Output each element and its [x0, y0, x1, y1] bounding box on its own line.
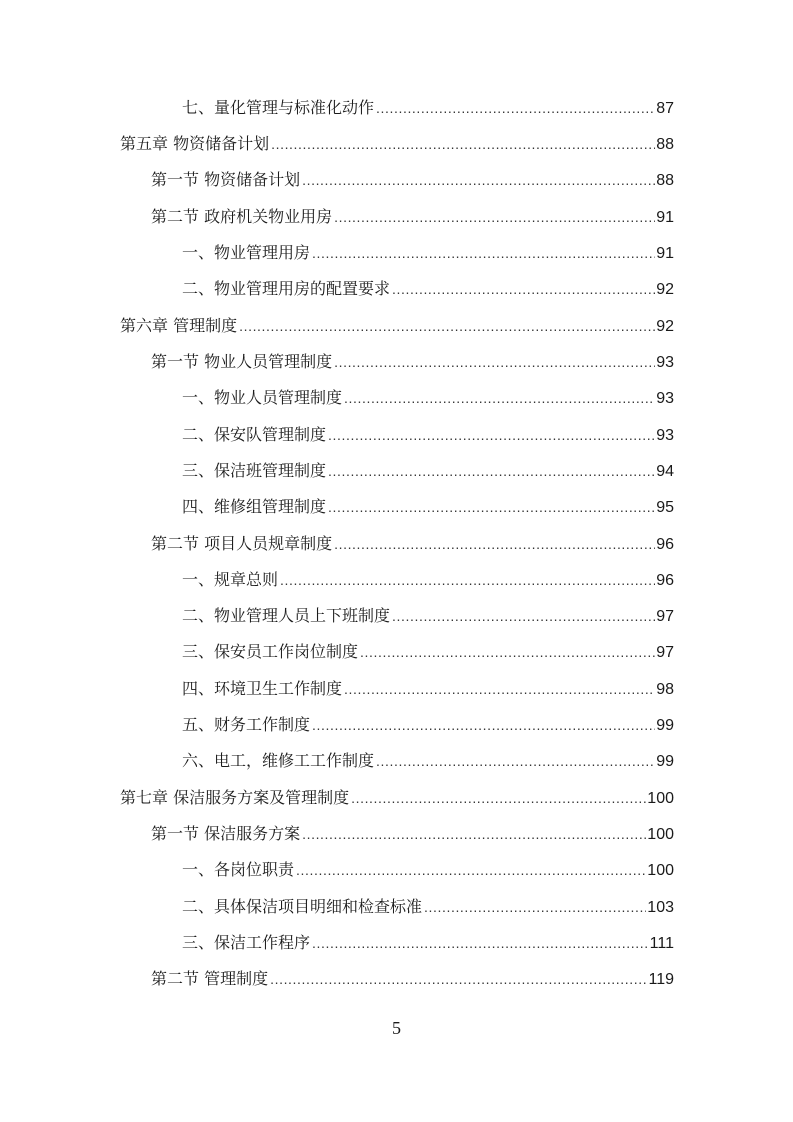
toc-entry[interactable]: [151, 352, 674, 373]
dot-leader: [334, 352, 655, 372]
dot-leader: [392, 606, 655, 626]
toc-entry[interactable]: [182, 897, 674, 918]
dot-leader: [270, 969, 647, 989]
toc-entry[interactable]: [182, 497, 674, 518]
toc-entry-page: 111: [649, 935, 674, 952]
toc-entry-title: 一、各岗位职责: [182, 860, 295, 879]
toc-entry-title: 一、物业管理用房: [182, 243, 311, 262]
toc-entry-page: 93: [656, 390, 674, 407]
dot-leader: [344, 388, 655, 408]
toc-entry-title: 二、保安队管理制度: [182, 425, 327, 444]
toc-entry-page: 95: [656, 499, 674, 516]
toc-entry-title: 四、维修组管理制度: [182, 497, 327, 516]
toc-entry-title: 第二节 管理制度: [151, 969, 269, 988]
toc-entry[interactable]: [182, 933, 674, 954]
toc-entry[interactable]: [182, 860, 674, 881]
toc-entry-title: 第七章 保洁服务方案及管理制度: [120, 788, 350, 807]
toc-entry[interactable]: [151, 170, 674, 191]
toc-entry-page: 103: [647, 899, 674, 916]
dot-leader: [280, 570, 655, 590]
toc-entry[interactable]: [182, 243, 674, 264]
toc-entry-title: 第一节 物资储备计划: [151, 170, 301, 189]
toc-entry-title: 三、保安员工作岗位制度: [182, 642, 359, 661]
dot-leader: [239, 316, 655, 336]
toc-entry-title: 三、保洁班管理制度: [182, 461, 327, 480]
toc-entry-page: 96: [656, 572, 674, 589]
toc-entry-page: 100: [647, 790, 674, 807]
toc-entry[interactable]: [151, 969, 674, 990]
toc-entry-title: 第二节 政府机关物业用房: [151, 207, 333, 226]
toc-entry-title: 第一节 保洁服务方案: [151, 824, 301, 843]
toc-entry[interactable]: [120, 134, 674, 155]
toc-entry-page: 92: [656, 281, 674, 298]
toc-entry[interactable]: [120, 788, 674, 809]
toc-entry-title: 第一节 物业人员管理制度: [151, 352, 333, 371]
toc-entry-page: 119: [648, 971, 674, 988]
toc-entry[interactable]: [182, 461, 674, 482]
toc-entry-page: 96: [656, 536, 674, 553]
toc-entry-title: 一、物业人员管理制度: [182, 388, 343, 407]
toc-entry[interactable]: [182, 570, 674, 591]
toc-entry-page: 93: [656, 354, 674, 371]
dot-leader: [344, 679, 655, 699]
toc-entry-title: 二、具体保洁项目明细和检查标准: [182, 897, 423, 916]
toc-entry[interactable]: [151, 534, 674, 555]
toc-entry-title: 七、量化管理与标准化动作: [182, 98, 375, 117]
toc-entry[interactable]: [182, 679, 674, 700]
toc-entry-title: 第五章 物资储备计划: [120, 134, 270, 153]
dot-leader: [351, 788, 646, 808]
toc-entry-page: 100: [647, 862, 674, 879]
dot-leader: [376, 751, 655, 771]
toc-entry-title: 一、规章总则: [182, 570, 279, 589]
toc-entry-title: 第二节 项目人员规章制度: [151, 534, 333, 553]
toc-entry-title: 五、财务工作制度: [182, 715, 311, 734]
toc-entry-page: 91: [656, 209, 674, 226]
toc-entry[interactable]: [182, 388, 674, 409]
toc-entry[interactable]: [182, 642, 674, 663]
toc-entry-page: 99: [656, 753, 674, 770]
dot-leader: [328, 425, 655, 445]
toc-entry-title: 二、物业管理人员上下班制度: [182, 606, 391, 625]
toc-entry-page: 97: [656, 608, 674, 625]
toc-entry-page: 99: [656, 717, 674, 734]
dot-leader: [302, 824, 646, 844]
toc-entry-page: 100: [647, 826, 674, 843]
toc-entry-page: 87: [656, 100, 674, 117]
dot-leader: [302, 170, 655, 190]
toc-entry[interactable]: [182, 425, 674, 446]
toc-entry[interactable]: [182, 98, 674, 119]
toc-entry[interactable]: [182, 751, 674, 772]
toc-entry-page: 98: [656, 681, 674, 698]
dot-leader: [424, 897, 646, 917]
toc-entry-title: 二、物业管理用房的配置要求: [182, 279, 391, 298]
dot-leader: [312, 933, 649, 953]
toc-entry[interactable]: [182, 715, 674, 736]
toc-entry-page: 91: [656, 245, 674, 262]
dot-leader: [328, 497, 655, 517]
toc-entry[interactable]: [182, 606, 674, 627]
toc-entry-title: 四、环境卫生工作制度: [182, 679, 343, 698]
toc-entry[interactable]: [151, 824, 674, 845]
dot-leader: [328, 461, 655, 481]
toc-entry-title: 三、保洁工作程序: [182, 933, 311, 952]
page-number: 5: [392, 1018, 401, 1038]
toc-entry-page: 94: [656, 463, 674, 480]
toc-entry-page: 93: [656, 427, 674, 444]
dot-leader: [296, 860, 646, 880]
toc-entry-page: 88: [656, 136, 674, 153]
dot-leader: [392, 279, 655, 299]
toc-entry[interactable]: [182, 279, 674, 300]
dot-leader: [376, 98, 655, 118]
dot-leader: [334, 207, 655, 227]
toc-entry-page: 92: [656, 318, 674, 335]
toc-entry[interactable]: [151, 207, 674, 228]
toc-entry-page: 88: [656, 172, 674, 189]
dot-leader: [360, 642, 655, 662]
toc-entry-title: 六、电工，维修工工作制度: [182, 751, 375, 770]
dot-leader: [334, 534, 655, 554]
toc-entry-page: 97: [656, 644, 674, 661]
toc-entry[interactable]: [120, 316, 674, 337]
dot-leader: [312, 715, 655, 735]
dot-leader: [271, 134, 655, 154]
dot-leader: [312, 243, 655, 263]
toc-entry-title: 第六章 管理制度: [120, 316, 238, 335]
